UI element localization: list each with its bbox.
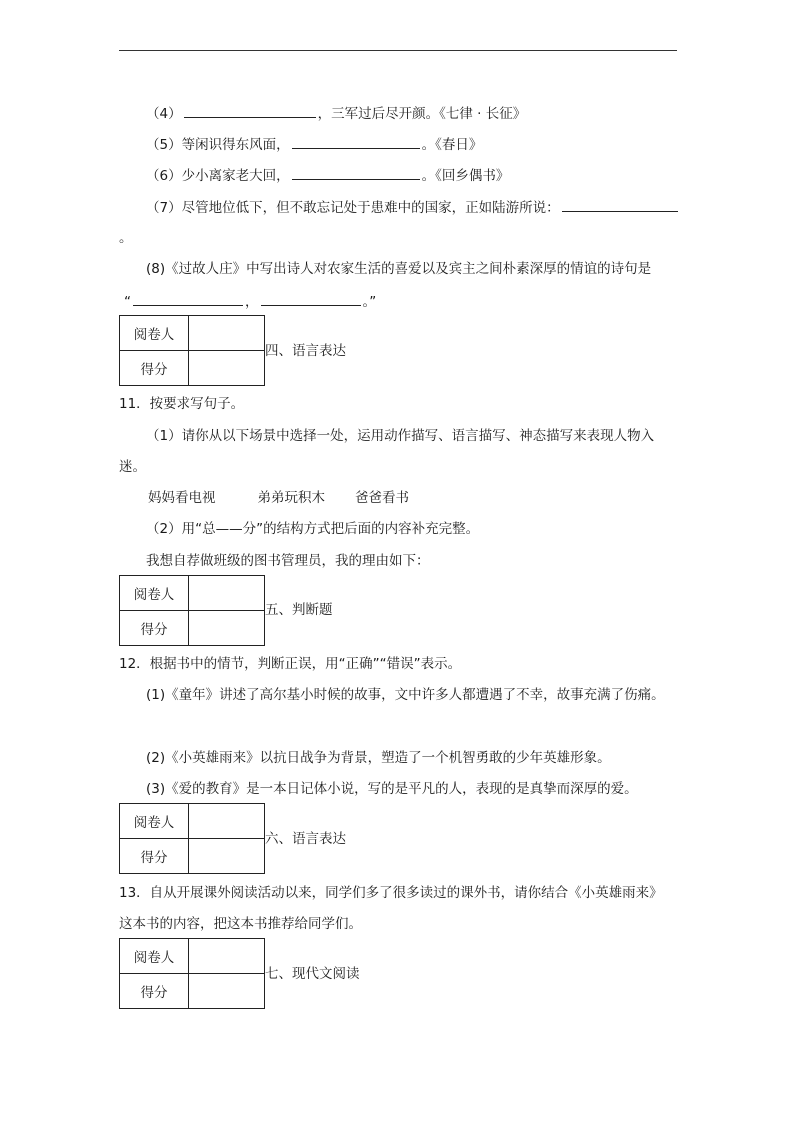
item-number: （4） [146, 106, 182, 122]
q10-item-6 [146, 165, 509, 185]
reviewer-cell[interactable] [189, 939, 265, 974]
score-label: 得分 [120, 839, 189, 874]
q12-item-3: (3)《爱的教育》是一本日记体小说，写的是平凡的人，表现的是真挚而深厚的爱。 [146, 781, 638, 797]
score-cell[interactable] [189, 839, 265, 874]
q11-part1: （1）请你从以下场景中选择一处，运用动作描写、语言描写、神态描写来表现人物入 [146, 428, 655, 444]
q13-line-2: 这本书的内容，把这本书推荐给同学们。 [119, 916, 362, 932]
q13-line-1: 13．自从开展课外阅读活动以来，同学们多了很多读过的课外书，请你结合《小英雄雨来》 [119, 885, 663, 901]
answer-blank[interactable] [261, 291, 361, 306]
score-label: 得分 [120, 974, 189, 1009]
reviewer-cell[interactable] [189, 316, 265, 351]
period: 。 [119, 230, 133, 246]
score-table [119, 938, 265, 1009]
section-title: 七、现代文阅读 [265, 966, 360, 982]
item-text: （7）尽管地位低下，但不敢忘记处于患难中的国家，正如陆游所说： [146, 200, 560, 216]
q10-item-5 [146, 134, 482, 154]
q10-item-7 [146, 197, 680, 217]
q11-stem: 11．按要求写句子。 [119, 396, 245, 412]
answer-blank[interactable] [292, 134, 420, 149]
q10-item-8-blanks [124, 291, 376, 311]
reviewer-cell[interactable] [189, 804, 265, 839]
answer-blank[interactable] [292, 165, 420, 180]
item-text: (8)《过故人庄》中写出诗人对农家生活的喜爱以及宾主之间朴素深厚的情谊的诗句是 [146, 261, 652, 277]
score-label: 得分 [120, 611, 189, 646]
score-table [119, 803, 265, 874]
score-table [119, 315, 265, 386]
reviewer-label: 阅卷人 [120, 316, 189, 351]
q11-part2: （2）用“总——分”的结构方式把后面的内容补充完整。 [146, 521, 480, 537]
q11-part1-cont: 迷。 [119, 459, 146, 475]
answer-blank[interactable] [562, 197, 678, 212]
q12-stem: 12．根据书中的情节，判断正误，用“正确”“错误”表示。 [119, 656, 462, 672]
reviewer-label: 阅卷人 [120, 939, 189, 974]
score-table [119, 575, 265, 646]
item-text: （6）少小离家老大回， [146, 168, 290, 184]
close-quote: 。” [362, 294, 377, 310]
q11-part2-lead: 我想自荐做班级的图书管理员，我的理由如下： [146, 553, 430, 569]
item-text: （5）等闲识得东风面， [146, 137, 290, 153]
header-rule [119, 50, 677, 51]
section-title: 六、语言表达 [265, 831, 346, 847]
item-text: 。《回乡偶书》 [421, 168, 510, 184]
reviewer-label: 阅卷人 [120, 576, 189, 611]
answer-blank[interactable] [133, 291, 243, 306]
q10-item-7-end [119, 229, 133, 247]
score-cell[interactable] [189, 611, 265, 646]
answer-blank[interactable] [184, 103, 316, 118]
section-title: 五、判断题 [265, 602, 333, 618]
reviewer-cell[interactable] [189, 576, 265, 611]
q11-scenes [148, 489, 409, 507]
section-title: 四、语言表达 [265, 343, 346, 359]
q10-item-8 [146, 260, 651, 278]
q10-item-4 [146, 103, 526, 123]
scene-option: 爸爸看书 [355, 490, 409, 506]
item-text: 。《春日》 [421, 137, 483, 153]
comma: ， [245, 294, 259, 310]
q12-item-2: (2)《小英雄雨来》以抗日战争为背景，塑造了一个机智勇敢的少年英雄形象。 [146, 750, 611, 766]
score-cell[interactable] [189, 351, 265, 386]
score-cell[interactable] [189, 974, 265, 1009]
scene-option: 妈妈看电视 [148, 490, 216, 506]
item-text: ，三军过后尽开颜。《七律 · 长征》 [317, 106, 527, 122]
scene-option: 弟弟玩积木 [257, 490, 325, 506]
q12-item-1: (1)《童年》讲述了高尔基小时候的故事，文中许多人都遭遇了不幸，故事充满了伤痛。 [146, 687, 665, 703]
open-quote: “ [124, 294, 131, 310]
score-label: 得分 [120, 351, 189, 386]
reviewer-label: 阅卷人 [120, 804, 189, 839]
